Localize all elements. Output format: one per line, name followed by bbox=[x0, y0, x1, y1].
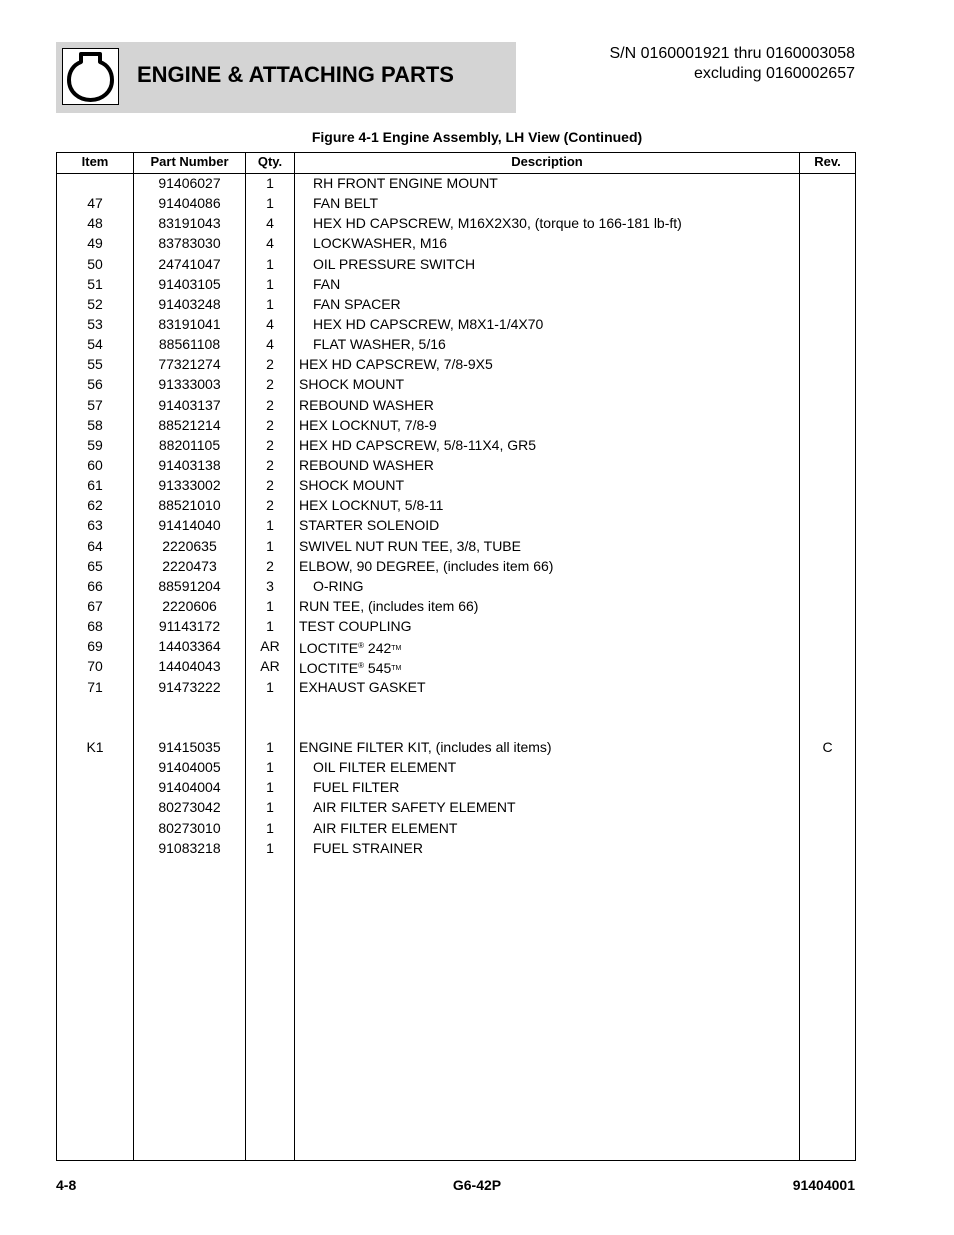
qty-cell: 2 bbox=[266, 557, 274, 574]
registered-mark: ® bbox=[358, 641, 365, 651]
part-number-cell: 91403138 bbox=[158, 456, 221, 473]
qty-cell: 1 bbox=[266, 175, 274, 191]
qty-cell: 1 bbox=[266, 517, 274, 534]
table-row bbox=[57, 295, 855, 315]
qty-cell: 1 bbox=[266, 779, 274, 796]
table-row bbox=[57, 456, 855, 476]
part-number-cell: 91406027 bbox=[158, 175, 221, 191]
item-cell: 50 bbox=[87, 255, 103, 272]
description-cell bbox=[313, 295, 813, 313]
table-row bbox=[57, 255, 855, 275]
table-row bbox=[57, 375, 855, 395]
qty-cell: 2 bbox=[266, 477, 274, 494]
description-text: HEX HD CAPSCREW, 7/8-9X5 bbox=[299, 356, 493, 373]
table-row bbox=[57, 637, 855, 657]
description-cell bbox=[313, 798, 813, 816]
description-cell bbox=[299, 537, 799, 555]
description-text: SHOCK MOUNT bbox=[299, 376, 404, 393]
qty-cell: 4 bbox=[266, 315, 274, 332]
qty-cell: 1 bbox=[266, 799, 274, 816]
part-number-cell: 91404005 bbox=[158, 759, 221, 776]
part-number-cell: 91404086 bbox=[158, 195, 221, 212]
part-number-cell: 83191041 bbox=[158, 315, 221, 332]
item-cell: 49 bbox=[87, 235, 103, 252]
qty-cell: 4 bbox=[266, 235, 274, 252]
item-cell: 64 bbox=[87, 537, 103, 554]
qty-cell: 1 bbox=[266, 819, 274, 836]
table-row bbox=[57, 617, 855, 637]
description-cell bbox=[299, 617, 799, 635]
item-cell: 58 bbox=[87, 416, 103, 433]
table-row bbox=[57, 657, 855, 677]
description-cell bbox=[299, 557, 799, 575]
part-number-cell: 2220635 bbox=[162, 537, 217, 554]
description-cell bbox=[313, 194, 813, 212]
description-cell bbox=[313, 275, 813, 293]
description-cell bbox=[313, 214, 813, 232]
table-row bbox=[57, 678, 855, 698]
qty-cell: 1 bbox=[266, 678, 274, 695]
item-cell: 56 bbox=[87, 376, 103, 393]
part-number-cell: 91414040 bbox=[158, 517, 221, 534]
description-text: STARTER SOLENOID bbox=[299, 517, 440, 534]
description-text: FUEL FILTER bbox=[313, 779, 400, 796]
qty-cell: 2 bbox=[266, 396, 274, 413]
part-number-cell: 24741047 bbox=[158, 255, 221, 272]
item-cell: 68 bbox=[87, 618, 103, 635]
serial-line-2: excluding 0160002657 bbox=[693, 65, 855, 82]
item-cell: 60 bbox=[87, 456, 103, 473]
description-cell bbox=[299, 597, 799, 615]
qty-cell: 1 bbox=[266, 255, 274, 272]
description-cell bbox=[299, 436, 799, 454]
part-number-cell: 83191043 bbox=[158, 215, 221, 232]
description-cell bbox=[313, 315, 813, 333]
part-number-cell: 91403137 bbox=[158, 396, 221, 413]
table-row bbox=[57, 537, 855, 557]
table-row bbox=[57, 819, 855, 839]
description-cell bbox=[299, 456, 799, 474]
part-number-cell: 77321274 bbox=[158, 356, 221, 373]
description-cell bbox=[299, 416, 799, 434]
part-number-cell: 88521214 bbox=[158, 416, 221, 433]
parts-table bbox=[56, 152, 856, 1161]
table-row bbox=[57, 416, 855, 436]
description-text: HEX HD CAPSCREW, M16X2X30, (torque to 166-181 lb-ft) bbox=[313, 215, 682, 232]
part-number-cell: 14404043 bbox=[158, 658, 221, 675]
description-cell bbox=[313, 758, 813, 776]
table-row bbox=[57, 436, 855, 456]
description-text: HEX HD CAPSCREW, M8X1-1/4X70 bbox=[313, 315, 544, 332]
part-number-cell: 91473222 bbox=[158, 678, 221, 695]
item-cell: 69 bbox=[87, 638, 103, 655]
description-cell bbox=[299, 657, 799, 678]
description-cell bbox=[313, 255, 813, 273]
table-row bbox=[57, 396, 855, 416]
description-cell bbox=[313, 839, 813, 857]
description-cell bbox=[313, 778, 813, 796]
description-text: REBOUND WASHER bbox=[299, 456, 434, 473]
description-text: AIR FILTER ELEMENT bbox=[313, 819, 458, 836]
table-row bbox=[57, 758, 855, 778]
qty-cell: 1 bbox=[266, 597, 274, 614]
description-cell bbox=[299, 396, 799, 414]
description-text: OIL FILTER ELEMENT bbox=[313, 759, 457, 776]
qty-cell: 2 bbox=[266, 356, 274, 373]
description-text: FAN SPACER bbox=[313, 295, 401, 312]
description-text: SHOCK MOUNT bbox=[299, 477, 404, 494]
qty-cell: 2 bbox=[266, 436, 274, 453]
item-cell: 47 bbox=[87, 195, 103, 212]
item-cell: 70 bbox=[87, 658, 103, 675]
description-text: FAN BELT bbox=[313, 195, 379, 212]
table-row bbox=[57, 335, 855, 355]
qty-cell: 1 bbox=[266, 618, 274, 635]
item-cell: 53 bbox=[87, 315, 103, 332]
description-cell bbox=[299, 738, 799, 756]
header-qty: Qty. bbox=[257, 154, 283, 169]
description-cell bbox=[313, 174, 813, 192]
description-cell bbox=[299, 355, 799, 373]
table-row bbox=[57, 516, 855, 536]
table-body bbox=[57, 174, 855, 859]
table-row bbox=[57, 738, 855, 758]
description-text: LOCTITE bbox=[299, 660, 359, 677]
description-text: AIR FILTER SAFETY ELEMENT bbox=[313, 799, 516, 816]
part-number-cell: 88201105 bbox=[158, 436, 221, 453]
part-number-cell: 88561108 bbox=[158, 336, 221, 353]
table-row bbox=[57, 496, 855, 516]
description-text: RH FRONT ENGINE MOUNT bbox=[313, 175, 498, 191]
description-text: SWIVEL NUT RUN TEE, 3/8, TUBE bbox=[299, 537, 521, 554]
part-number-cell: 91403248 bbox=[158, 295, 221, 312]
item-cell: 55 bbox=[87, 356, 103, 373]
qty-cell: 4 bbox=[266, 215, 274, 232]
description-text: FUEL STRAINER bbox=[313, 839, 423, 856]
header-description: Description bbox=[511, 154, 583, 169]
description-cell bbox=[299, 678, 799, 696]
qty-cell: 1 bbox=[266, 738, 274, 755]
part-number-cell: 14403364 bbox=[158, 638, 221, 655]
table-row bbox=[57, 778, 855, 798]
qty-cell: 1 bbox=[266, 759, 274, 776]
qty-cell: 2 bbox=[266, 497, 274, 514]
item-cell: 61 bbox=[87, 477, 103, 494]
qty-cell: 2 bbox=[266, 456, 274, 473]
description-text: LOCTITE bbox=[299, 640, 359, 657]
serial-line-1: S/N 0160001921 thru 0160003058 bbox=[609, 45, 855, 62]
table-row bbox=[57, 698, 855, 718]
table-row bbox=[57, 315, 855, 335]
description-text: FLAT WASHER, 5/16 bbox=[313, 336, 446, 353]
qty-cell: 1 bbox=[266, 839, 274, 856]
description-cell bbox=[299, 476, 799, 494]
figure-caption: Figure 4-1 Engine Assembly, LH View (Continued) bbox=[311, 129, 643, 145]
qty-cell: 1 bbox=[266, 295, 274, 312]
description-cell bbox=[313, 234, 813, 252]
item-cell: 71 bbox=[87, 678, 103, 695]
page-title: ENGINE & ATTACHING PARTS bbox=[137, 62, 454, 87]
table-row bbox=[57, 194, 855, 214]
description-cell bbox=[313, 335, 813, 353]
table-row bbox=[57, 214, 855, 234]
item-cell: 52 bbox=[87, 295, 103, 312]
registered-mark: ® bbox=[358, 661, 365, 671]
description-text: OIL PRESSURE SWITCH bbox=[313, 255, 476, 272]
description-cell bbox=[299, 375, 799, 393]
header-item: Item bbox=[81, 154, 109, 169]
part-number-cell: 91333002 bbox=[158, 477, 221, 494]
item-cell: 48 bbox=[87, 215, 103, 232]
table-row bbox=[57, 597, 855, 617]
part-number-cell: 88521010 bbox=[158, 497, 221, 514]
page-number: 4-8 bbox=[56, 1177, 77, 1193]
description-text: O-RING bbox=[313, 577, 364, 594]
description-text: ENGINE FILTER KIT, (includes all items) bbox=[299, 738, 552, 755]
header-part-number: Part Number bbox=[150, 154, 229, 169]
description-suffix: 242 bbox=[364, 640, 392, 657]
table-row bbox=[57, 275, 855, 295]
description-text: RUN TEE, (includes item 66) bbox=[299, 597, 479, 614]
description-text: HEX LOCKNUT, 7/8-9 bbox=[299, 416, 437, 433]
part-number-cell: 91403105 bbox=[158, 275, 221, 292]
description-text: ELBOW, 90 DEGREE, (includes item 66) bbox=[299, 557, 554, 574]
description-text: LOCKWASHER, M16 bbox=[313, 235, 448, 252]
engine-section-icon bbox=[62, 48, 119, 105]
item-cell: 62 bbox=[87, 497, 103, 514]
qty-cell: 3 bbox=[266, 577, 274, 594]
item-cell: 54 bbox=[87, 336, 103, 353]
serial-range bbox=[609, 44, 855, 84]
part-number-cell: 80273042 bbox=[158, 799, 221, 816]
part-number-cell: 83783030 bbox=[158, 235, 221, 252]
description-cell bbox=[313, 819, 813, 837]
table-row bbox=[57, 839, 855, 859]
description-text: EXHAUST GASKET bbox=[299, 678, 426, 695]
description-text: HEX LOCKNUT, 5/8-11 bbox=[299, 497, 444, 514]
table-row bbox=[57, 557, 855, 577]
part-number-cell: 91083218 bbox=[158, 839, 221, 856]
description-cell bbox=[299, 637, 799, 658]
item-cell: 57 bbox=[87, 396, 103, 413]
qty-cell: 1 bbox=[266, 195, 274, 212]
qty-cell: AR bbox=[260, 658, 280, 675]
qty-cell: 2 bbox=[266, 416, 274, 433]
qty-cell: AR bbox=[260, 638, 280, 655]
document-number: 91404001 bbox=[792, 1177, 855, 1193]
table-row bbox=[57, 234, 855, 254]
description-text: TEST COUPLING bbox=[299, 618, 412, 635]
table-row bbox=[57, 476, 855, 496]
description-suffix: 545 bbox=[364, 660, 392, 677]
table-row bbox=[57, 577, 855, 597]
qty-cell: 1 bbox=[266, 537, 274, 554]
table-row bbox=[57, 355, 855, 375]
item-cell: 59 bbox=[87, 436, 103, 453]
item-cell: K1 bbox=[86, 738, 104, 755]
description-text: FAN bbox=[313, 275, 341, 292]
model-number: G6-42P bbox=[452, 1177, 502, 1193]
part-number-cell: 91415035 bbox=[158, 738, 221, 755]
part-number-cell: 88591204 bbox=[158, 577, 221, 594]
part-number-cell: 80273010 bbox=[158, 819, 221, 836]
trademark-mark: TM bbox=[391, 665, 402, 673]
header-rev: Rev. bbox=[814, 154, 841, 169]
part-number-cell: 91143172 bbox=[158, 618, 221, 635]
description-text: HEX HD CAPSCREW, 5/8-11X4, GR5 bbox=[299, 436, 537, 453]
description-cell bbox=[299, 516, 799, 534]
table-row bbox=[57, 718, 855, 738]
part-number-cell: 2220606 bbox=[162, 597, 217, 614]
item-cell: 65 bbox=[87, 557, 103, 574]
qty-cell: 2 bbox=[266, 376, 274, 393]
table-row bbox=[57, 798, 855, 818]
qty-cell: 1 bbox=[266, 275, 274, 292]
part-number-cell: 91333003 bbox=[158, 376, 221, 393]
description-cell bbox=[313, 577, 813, 595]
description-cell bbox=[299, 496, 799, 514]
description-text: REBOUND WASHER bbox=[299, 396, 434, 413]
item-cell: 67 bbox=[87, 597, 103, 614]
part-number-cell: 91404004 bbox=[158, 779, 221, 796]
table-row bbox=[57, 174, 855, 194]
rev-cell: C bbox=[822, 738, 833, 755]
part-number-cell: 2220473 bbox=[162, 557, 217, 574]
item-cell: 51 bbox=[87, 275, 103, 292]
item-cell: 66 bbox=[87, 577, 103, 594]
qty-cell: 4 bbox=[266, 336, 274, 353]
trademark-mark: TM bbox=[391, 645, 402, 653]
item-cell: 63 bbox=[87, 517, 103, 534]
